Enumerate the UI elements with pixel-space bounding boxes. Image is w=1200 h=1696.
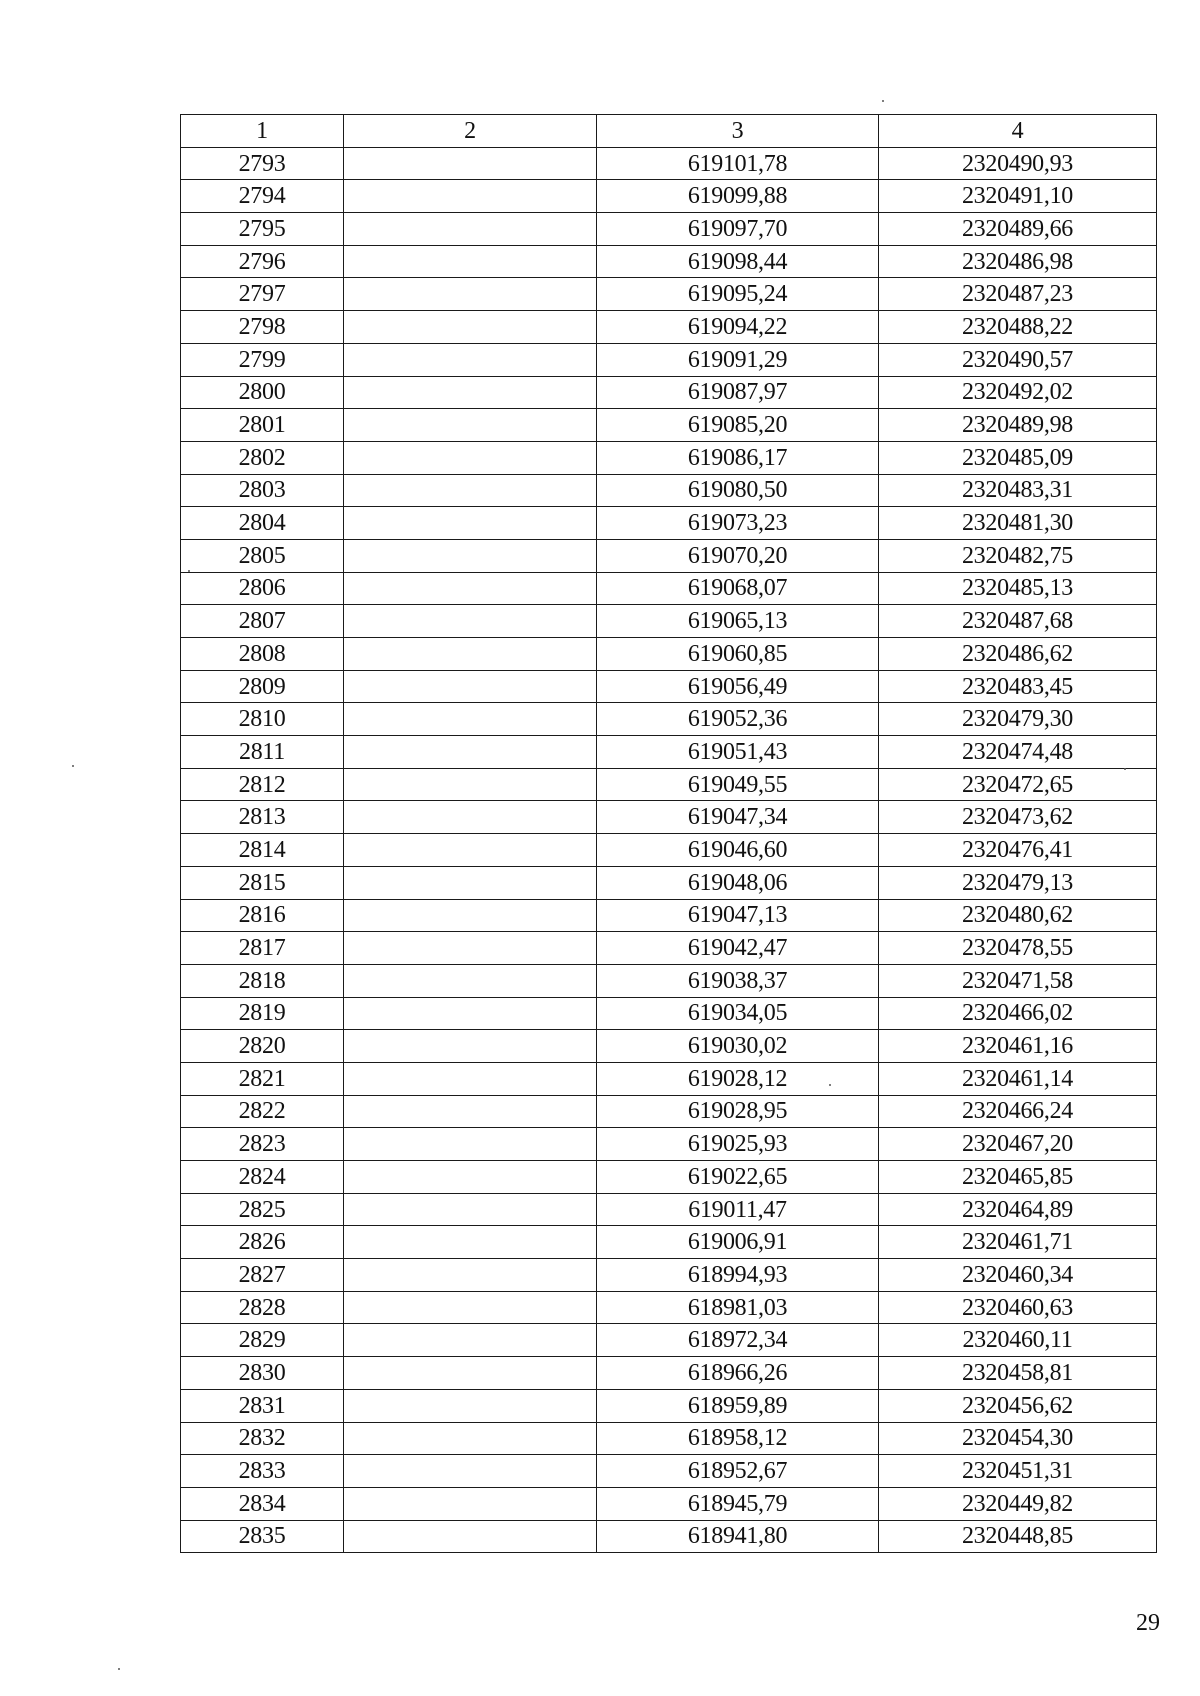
point-number-cell: 2810 (181, 703, 344, 736)
table-row (181, 899, 1157, 932)
y-coordinate-cell: 2320473,62 (879, 801, 1157, 834)
x-coordinate-cell: 619022,65 (597, 1161, 879, 1194)
empty-cell (344, 1389, 597, 1422)
column-header-2: 2 (344, 115, 597, 148)
x-coordinate-cell: 619080,50 (597, 474, 879, 507)
x-coordinate-cell: 619099,88 (597, 180, 879, 213)
scan-speck (829, 1084, 831, 1086)
point-number-cell: 2811 (181, 736, 344, 769)
table-row (181, 539, 1157, 572)
x-coordinate-cell: 619049,55 (597, 768, 879, 801)
point-number-cell: 2800 (181, 376, 344, 409)
table-row (181, 245, 1157, 278)
empty-cell (344, 1324, 597, 1357)
empty-cell (344, 605, 597, 638)
x-coordinate-cell: 619028,12 (597, 1062, 879, 1095)
y-coordinate-cell: 2320487,68 (879, 605, 1157, 638)
x-coordinate-cell: 619006,91 (597, 1226, 879, 1259)
point-number-cell: 2819 (181, 997, 344, 1030)
empty-cell (344, 1095, 597, 1128)
point-number-cell: 2798 (181, 311, 344, 344)
point-number-cell: 2828 (181, 1291, 344, 1324)
y-coordinate-cell: 2320474,48 (879, 736, 1157, 769)
point-number-cell: 2807 (181, 605, 344, 638)
empty-cell (344, 311, 597, 344)
x-coordinate-cell: 619047,13 (597, 899, 879, 932)
x-coordinate-cell: 619073,23 (597, 507, 879, 540)
table-row (181, 1193, 1157, 1226)
scan-speck (188, 570, 190, 572)
x-coordinate-cell: 619034,05 (597, 997, 879, 1030)
empty-cell (344, 572, 597, 605)
x-coordinate-cell: 619051,43 (597, 736, 879, 769)
y-coordinate-cell: 2320486,62 (879, 638, 1157, 671)
y-coordinate-cell: 2320449,82 (879, 1487, 1157, 1520)
point-number-cell: 2821 (181, 1062, 344, 1095)
point-number-cell: 2796 (181, 245, 344, 278)
y-coordinate-cell: 2320465,85 (879, 1161, 1157, 1194)
table-row (181, 1128, 1157, 1161)
x-coordinate-cell: 619095,24 (597, 278, 879, 311)
scan-speck (1124, 768, 1126, 770)
point-number-cell: 2814 (181, 834, 344, 867)
y-coordinate-cell: 2320460,63 (879, 1291, 1157, 1324)
x-coordinate-cell: 619097,70 (597, 213, 879, 246)
table-row (181, 1226, 1157, 1259)
table-row (181, 147, 1157, 180)
table-row (181, 834, 1157, 867)
empty-cell (344, 343, 597, 376)
x-coordinate-cell: 619030,02 (597, 1030, 879, 1063)
point-number-cell: 2820 (181, 1030, 344, 1063)
table-row (181, 311, 1157, 344)
point-number-cell: 2816 (181, 899, 344, 932)
y-coordinate-cell: 2320483,31 (879, 474, 1157, 507)
scan-speck (882, 100, 884, 102)
table-row (181, 1389, 1157, 1422)
point-number-cell: 2802 (181, 441, 344, 474)
table-row (181, 1095, 1157, 1128)
scan-speck (118, 1668, 120, 1670)
x-coordinate-cell: 619052,36 (597, 703, 879, 736)
y-coordinate-cell: 2320485,13 (879, 572, 1157, 605)
y-coordinate-cell: 2320483,45 (879, 670, 1157, 703)
point-number-cell: 2826 (181, 1226, 344, 1259)
table-row (181, 768, 1157, 801)
point-number-cell: 2815 (181, 866, 344, 899)
empty-cell (344, 801, 597, 834)
empty-cell (344, 1161, 597, 1194)
empty-cell (344, 638, 597, 671)
empty-cell (344, 670, 597, 703)
empty-cell (344, 1030, 597, 1063)
y-coordinate-cell: 2320458,81 (879, 1357, 1157, 1390)
y-coordinate-cell: 2320466,24 (879, 1095, 1157, 1128)
x-coordinate-cell: 618941,80 (597, 1520, 879, 1553)
scan-speck (72, 765, 74, 767)
point-number-cell: 2806 (181, 572, 344, 605)
x-coordinate-cell: 619086,17 (597, 441, 879, 474)
point-number-cell: 2824 (181, 1161, 344, 1194)
table-row (181, 376, 1157, 409)
point-number-cell: 2817 (181, 932, 344, 965)
x-coordinate-cell: 618981,03 (597, 1291, 879, 1324)
point-number-cell: 2797 (181, 278, 344, 311)
y-coordinate-cell: 2320472,65 (879, 768, 1157, 801)
point-number-cell: 2818 (181, 964, 344, 997)
y-coordinate-cell: 2320451,31 (879, 1455, 1157, 1488)
y-coordinate-cell: 2320479,30 (879, 703, 1157, 736)
empty-cell (344, 1455, 597, 1488)
empty-cell (344, 180, 597, 213)
table-header (181, 115, 1157, 148)
y-coordinate-cell: 2320485,09 (879, 441, 1157, 474)
empty-cell (344, 1193, 597, 1226)
table-row (181, 441, 1157, 474)
y-coordinate-cell: 2320487,23 (879, 278, 1157, 311)
y-coordinate-cell: 2320460,11 (879, 1324, 1157, 1357)
empty-cell (344, 866, 597, 899)
column-header-4: 4 (879, 115, 1157, 148)
x-coordinate-cell: 618952,67 (597, 1455, 879, 1488)
table-row (181, 572, 1157, 605)
point-number-cell: 2834 (181, 1487, 344, 1520)
point-number-cell: 2794 (181, 180, 344, 213)
empty-cell (344, 1062, 597, 1095)
y-coordinate-cell: 2320460,34 (879, 1259, 1157, 1292)
x-coordinate-cell: 619046,60 (597, 834, 879, 867)
y-coordinate-cell: 2320461,14 (879, 1062, 1157, 1095)
table-row (181, 997, 1157, 1030)
point-number-cell: 2835 (181, 1520, 344, 1553)
x-coordinate-cell: 619060,85 (597, 638, 879, 671)
table-row (181, 1062, 1157, 1095)
x-coordinate-cell: 619087,97 (597, 376, 879, 409)
empty-cell (344, 834, 597, 867)
empty-cell (344, 1128, 597, 1161)
empty-cell (344, 147, 597, 180)
x-coordinate-cell: 619025,93 (597, 1128, 879, 1161)
x-coordinate-cell: 618958,12 (597, 1422, 879, 1455)
point-number-cell: 2812 (181, 768, 344, 801)
empty-cell (344, 899, 597, 932)
y-coordinate-cell: 2320489,98 (879, 409, 1157, 442)
y-coordinate-cell: 2320489,66 (879, 213, 1157, 246)
x-coordinate-cell: 618966,26 (597, 1357, 879, 1390)
x-coordinate-cell: 619048,06 (597, 866, 879, 899)
y-coordinate-cell: 2320454,30 (879, 1422, 1157, 1455)
point-number-cell: 2803 (181, 474, 344, 507)
point-number-cell: 2830 (181, 1357, 344, 1390)
table-row (181, 801, 1157, 834)
empty-cell (344, 409, 597, 442)
point-number-cell: 2809 (181, 670, 344, 703)
empty-cell (344, 1357, 597, 1390)
y-coordinate-cell: 2320482,75 (879, 539, 1157, 572)
y-coordinate-cell: 2320456,62 (879, 1389, 1157, 1422)
y-coordinate-cell: 2320467,20 (879, 1128, 1157, 1161)
empty-cell (344, 376, 597, 409)
table-row (181, 1455, 1157, 1488)
table-row (181, 670, 1157, 703)
empty-cell (344, 245, 597, 278)
coordinates-table (180, 114, 1157, 1553)
x-coordinate-cell: 619068,07 (597, 572, 879, 605)
table-row (181, 1291, 1157, 1324)
x-coordinate-cell: 619101,78 (597, 147, 879, 180)
y-coordinate-cell: 2320464,89 (879, 1193, 1157, 1226)
y-coordinate-cell: 2320481,30 (879, 507, 1157, 540)
empty-cell (344, 703, 597, 736)
empty-cell (344, 1422, 597, 1455)
point-number-cell: 2823 (181, 1128, 344, 1161)
x-coordinate-cell: 619094,22 (597, 311, 879, 344)
point-number-cell: 2801 (181, 409, 344, 442)
point-number-cell: 2799 (181, 343, 344, 376)
column-header-1: 1 (181, 115, 344, 148)
y-coordinate-cell: 2320490,57 (879, 343, 1157, 376)
y-coordinate-cell: 2320478,55 (879, 932, 1157, 965)
x-coordinate-cell: 619047,34 (597, 801, 879, 834)
x-coordinate-cell: 619038,37 (597, 964, 879, 997)
table-row (181, 605, 1157, 638)
point-number-cell: 2832 (181, 1422, 344, 1455)
x-coordinate-cell: 619042,47 (597, 932, 879, 965)
table-row (181, 278, 1157, 311)
table-body (181, 147, 1157, 1553)
point-number-cell: 2813 (181, 801, 344, 834)
y-coordinate-cell: 2320480,62 (879, 899, 1157, 932)
empty-cell (344, 768, 597, 801)
table-row (181, 474, 1157, 507)
table-row (181, 736, 1157, 769)
table-row (181, 409, 1157, 442)
y-coordinate-cell: 2320486,98 (879, 245, 1157, 278)
table-row (181, 866, 1157, 899)
empty-cell (344, 474, 597, 507)
table-row (181, 964, 1157, 997)
y-coordinate-cell: 2320476,41 (879, 834, 1157, 867)
x-coordinate-cell: 618994,93 (597, 1259, 879, 1292)
page-number: 29 (1136, 1610, 1160, 1636)
x-coordinate-cell: 619028,95 (597, 1095, 879, 1128)
y-coordinate-cell: 2320488,22 (879, 311, 1157, 344)
point-number-cell: 2808 (181, 638, 344, 671)
column-header-3: 3 (597, 115, 879, 148)
x-coordinate-cell: 618959,89 (597, 1389, 879, 1422)
table-row (181, 180, 1157, 213)
table-row (181, 932, 1157, 965)
x-coordinate-cell: 618945,79 (597, 1487, 879, 1520)
point-number-cell: 2833 (181, 1455, 344, 1488)
empty-cell (344, 1226, 597, 1259)
point-number-cell: 2793 (181, 147, 344, 180)
table-row (181, 1161, 1157, 1194)
point-number-cell: 2827 (181, 1259, 344, 1292)
table-row (181, 1422, 1157, 1455)
table-row (181, 343, 1157, 376)
empty-cell (344, 1291, 597, 1324)
y-coordinate-cell: 2320461,16 (879, 1030, 1157, 1063)
empty-cell (344, 997, 597, 1030)
table-row (181, 638, 1157, 671)
empty-cell (344, 441, 597, 474)
empty-cell (344, 539, 597, 572)
empty-cell (344, 213, 597, 246)
table-row (181, 1520, 1157, 1553)
x-coordinate-cell: 619085,20 (597, 409, 879, 442)
empty-cell (344, 736, 597, 769)
table-row (181, 1259, 1157, 1292)
y-coordinate-cell: 2320491,10 (879, 180, 1157, 213)
empty-cell (344, 1520, 597, 1553)
y-coordinate-cell: 2320492,02 (879, 376, 1157, 409)
table-row (181, 1030, 1157, 1063)
empty-cell (344, 278, 597, 311)
empty-cell (344, 964, 597, 997)
table-row (181, 703, 1157, 736)
x-coordinate-cell: 619065,13 (597, 605, 879, 638)
y-coordinate-cell: 2320479,13 (879, 866, 1157, 899)
table-row (181, 1324, 1157, 1357)
header-row (181, 115, 1157, 148)
y-coordinate-cell: 2320471,58 (879, 964, 1157, 997)
empty-cell (344, 1259, 597, 1292)
point-number-cell: 2822 (181, 1095, 344, 1128)
x-coordinate-cell: 619070,20 (597, 539, 879, 572)
y-coordinate-cell: 2320490,93 (879, 147, 1157, 180)
empty-cell (344, 932, 597, 965)
x-coordinate-cell: 618972,34 (597, 1324, 879, 1357)
table-row (181, 1487, 1157, 1520)
y-coordinate-cell: 2320466,02 (879, 997, 1157, 1030)
y-coordinate-cell: 2320448,85 (879, 1520, 1157, 1553)
x-coordinate-cell: 619091,29 (597, 343, 879, 376)
point-number-cell: 2805 (181, 539, 344, 572)
table-row (181, 213, 1157, 246)
y-coordinate-cell: 2320461,71 (879, 1226, 1157, 1259)
empty-cell (344, 507, 597, 540)
point-number-cell: 2829 (181, 1324, 344, 1357)
point-number-cell: 2795 (181, 213, 344, 246)
table-row (181, 1357, 1157, 1390)
point-number-cell: 2804 (181, 507, 344, 540)
point-number-cell: 2825 (181, 1193, 344, 1226)
table-row (181, 507, 1157, 540)
x-coordinate-cell: 619056,49 (597, 670, 879, 703)
x-coordinate-cell: 619011,47 (597, 1193, 879, 1226)
point-number-cell: 2831 (181, 1389, 344, 1422)
x-coordinate-cell: 619098,44 (597, 245, 879, 278)
empty-cell (344, 1487, 597, 1520)
